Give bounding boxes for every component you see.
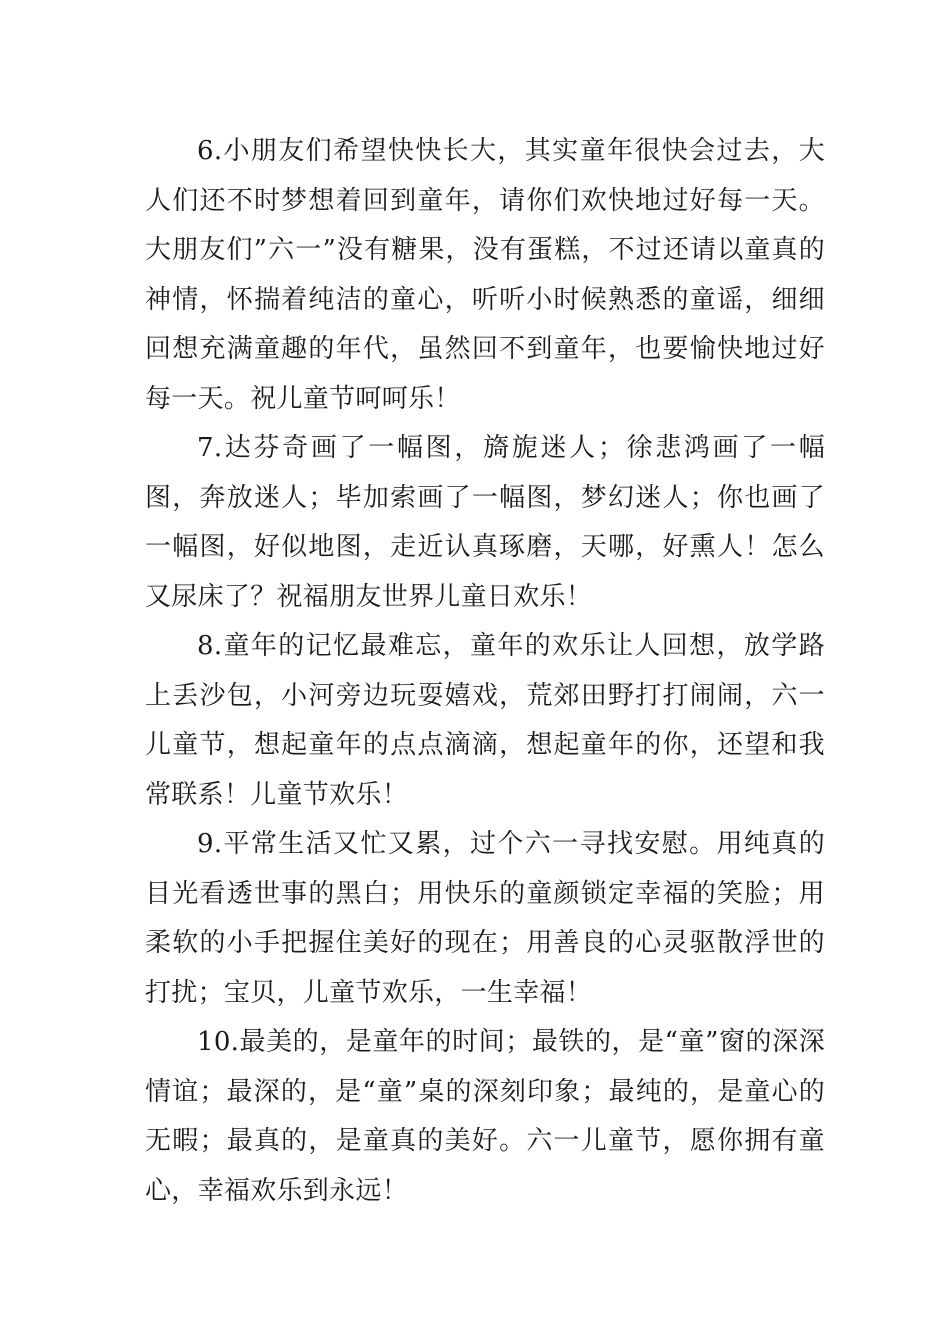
document-body: [145, 127, 825, 1216]
paragraph-9: 9.平常生活又忙又累，过个六一寻找安慰。用纯真的目光看透世事的黑白；用快乐的童颜锁定幸福的笑脸；用柔软的小手把握住美好的现在；用善良的心灵驱散浮世的打扰；宝贝，儿童节欢乐，一生幸福！: [145, 829, 825, 1008]
paragraph-8: 8.童年的记忆最难忘，童年的欢乐让人回想，放学路上丢沙包，小河旁边玩耍嬉戏，荒郊田野打打闹闹，六一儿童节，想起童年的点点滴滴，想起童年的你，还望和我常联系！儿童节欢乐！: [145, 631, 825, 810]
paragraph-6: 6.小朋友们希望快快长大，其实童年很快会过去，大人们还不时梦想着回到童年，请你们欢快地过好每一天。大朋友们”六一”没有糖果，没有蛋糕，不过还请以童真的神情，怀揣着纯洁的童心，听听小时候熟悉的童谣，细细回想充满童趣的年代，虽然回不到童年，也要愉快地过好每一天。祝儿童节呵呵乐！: [145, 136, 825, 414]
paragraph-10: 10.最美的，是童年的时间；最铁的，是“童”窗的深深情谊；最深的，是“童”桌的深刻印象；最纯的，是童心的无暇；最真的，是童真的美好。六一儿童节，愿你拥有童心，幸福欢乐到永远！: [145, 1027, 825, 1206]
paragraph-7: 7.达芬奇画了一幅图，旖旎迷人；徐悲鸿画了一幅图，奔放迷人；毕加索画了一幅图，梦幻迷人；你也画了一幅图，好似地图，走近认真琢磨，天哪，好熏人！怎么又尿床了？祝福朋友世界儿童日欢乐！: [145, 433, 825, 612]
